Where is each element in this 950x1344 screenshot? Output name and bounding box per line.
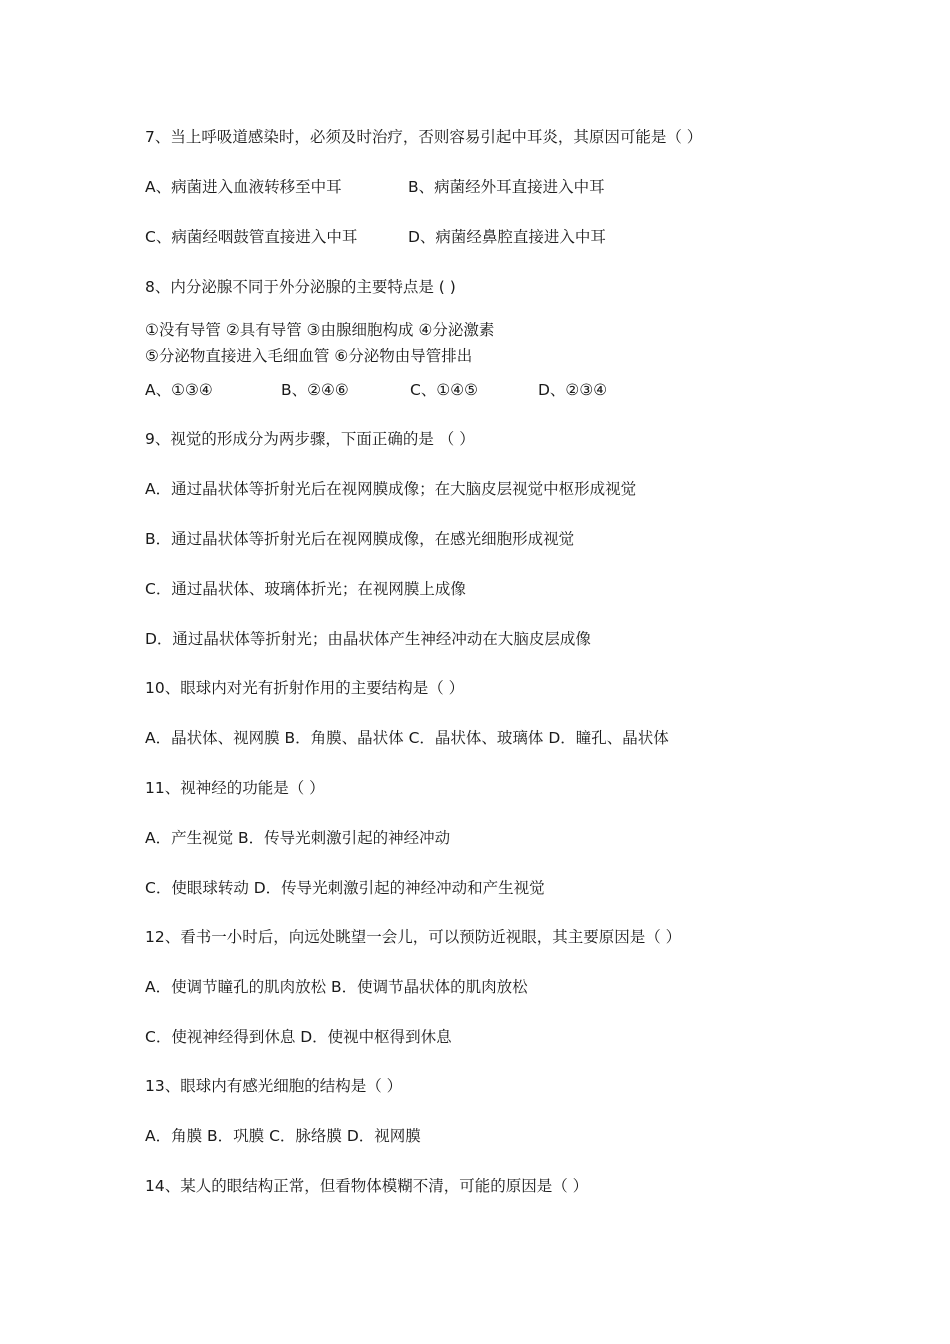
question-14-stem: 14、某人的眼结构正常，但看物体模糊不清，可能的原因是（ ） <box>145 1177 589 1195</box>
question-9-stem: 9、视觉的形成分为两步骤，下面正确的是 （ ） <box>145 430 475 448</box>
question-8-items-line-1: ①没有导管 ②具有导管 ③由腺细胞构成 ④分泌激素 <box>145 321 495 339</box>
question-8-stem: 8、内分泌腺不同于外分泌腺的主要特点是 ( ) <box>145 278 456 296</box>
question-9-option-a: A．通过晶状体等折射光后在视网膜成像；在大脑皮层视觉中枢形成视觉 <box>145 480 637 498</box>
question-9-option-b: B．通过晶状体等折射光后在视网膜成像，在感光细胞形成视觉 <box>145 530 575 548</box>
question-11-options-line-2: C．使眼球转动 D．传导光刺激引起的神经冲动和产生视觉 <box>145 879 545 897</box>
question-11-options-line-1: A．产生视觉 B．传导光刺激引起的神经冲动 <box>145 829 451 847</box>
question-11-stem: 11、视神经的功能是（ ） <box>145 779 325 797</box>
question-12-stem: 12、看书一小时后，向远处眺望一会儿，可以预防近视眼，其主要原因是（ ） <box>145 928 682 946</box>
question-8-option-b: B、②④⑥ <box>281 381 349 399</box>
question-7-option-d: D、病菌经鼻腔直接进入中耳 <box>408 228 606 246</box>
question-8-option-a: A、①③④ <box>145 381 213 399</box>
question-9-option-c: C．通过晶状体、玻璃体折光；在视网膜上成像 <box>145 580 466 598</box>
question-7-option-c: C、病菌经咽鼓管直接进入中耳 <box>145 228 358 246</box>
question-7-stem: 7、当上呼吸道感染时，必须及时治疗，否则容易引起中耳炎，其原因可能是（ ） <box>145 128 703 146</box>
question-7-option-b: B、病菌经外耳直接进入中耳 <box>408 178 605 196</box>
question-9-option-d: D．通过晶状体等折射光；由晶状体产生神经冲动在大脑皮层成像 <box>145 630 591 648</box>
question-8-option-c: C、①④⑤ <box>410 381 479 399</box>
question-8-option-d: D、②③④ <box>538 381 608 399</box>
question-13-stem: 13、眼球内有感光细胞的结构是（ ） <box>145 1077 403 1095</box>
question-10-options: A．晶状体、视网膜 B．角膜、晶状体 C．晶状体、玻璃体 D．瞳孔、晶状体 <box>145 729 669 747</box>
question-7-option-a: A、病菌进入血液转移至中耳 <box>145 178 342 196</box>
question-12-options-line-2: C．使视神经得到休息 D．使视中枢得到休息 <box>145 1028 452 1046</box>
question-10-stem: 10、眼球内对光有折射作用的主要结构是（ ） <box>145 679 465 697</box>
question-8-items-line-2: ⑤分泌物直接进入毛细血管 ⑥分泌物由导管排出 <box>145 347 473 365</box>
question-12-options-line-1: A．使调节瞳孔的肌肉放松 B．使调节晶状体的肌肉放松 <box>145 978 528 996</box>
question-13-options: A．角膜 B．巩膜 C．脉络膜 D．视网膜 <box>145 1127 421 1145</box>
